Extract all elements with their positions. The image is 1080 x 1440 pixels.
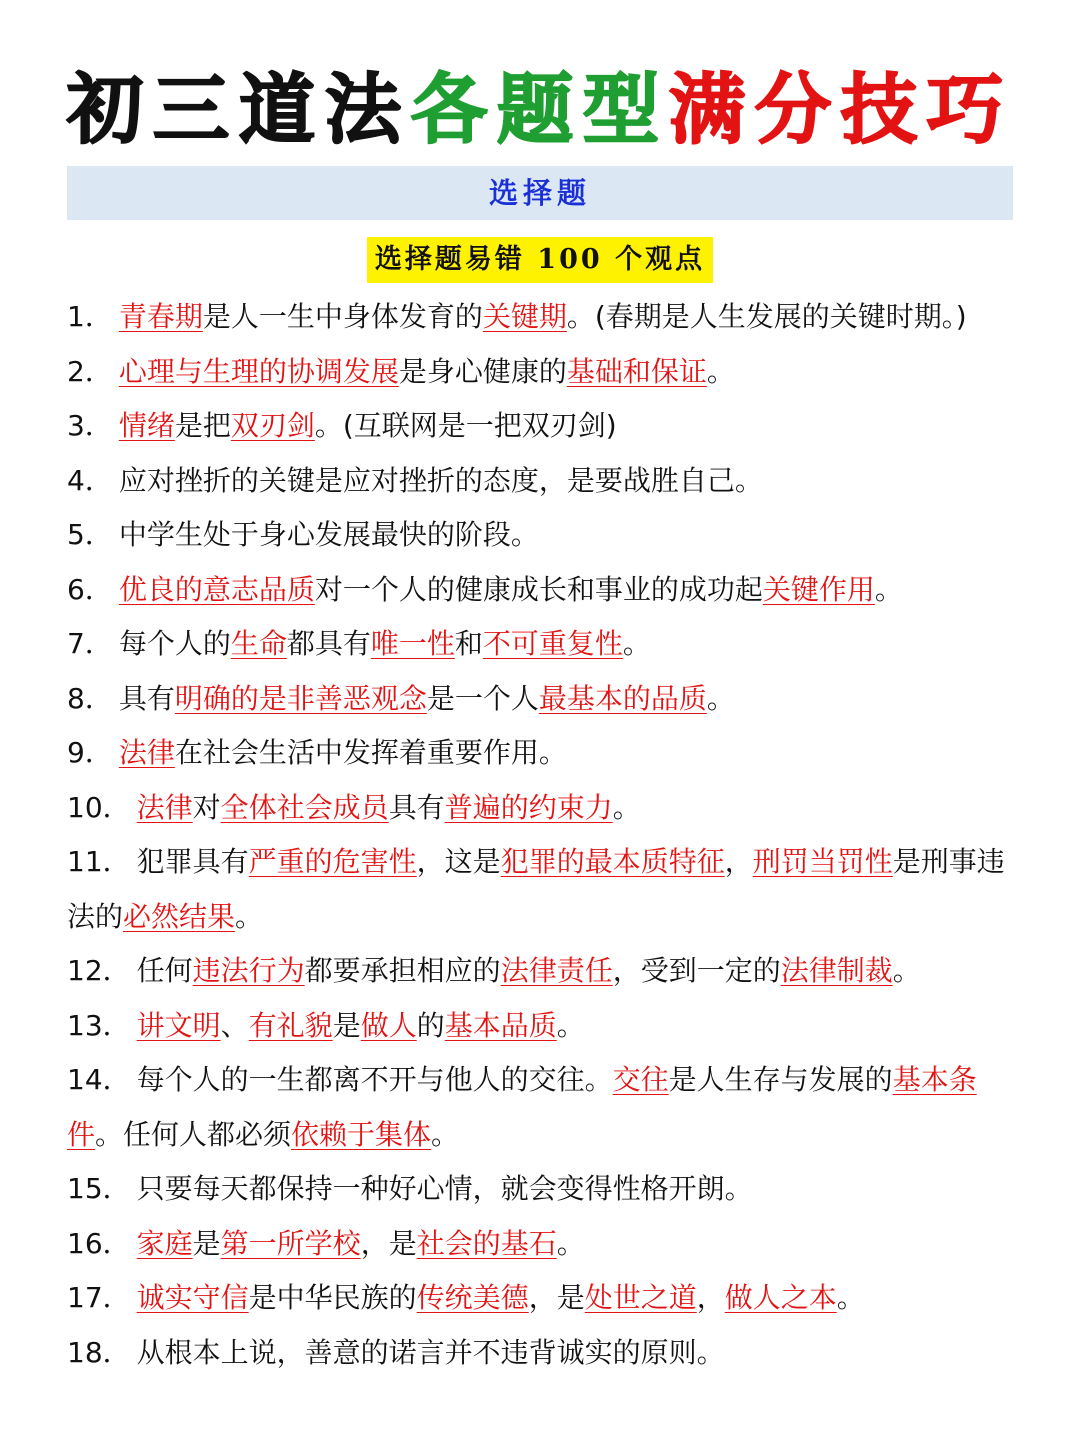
item-text: 是一个人: [426, 681, 539, 715]
item-text: 应对挫折的关键是应对挫折的态度，是要战胜自己。: [118, 463, 763, 497]
item-text: ，是: [360, 1226, 417, 1260]
key-term: 全体社会成员: [220, 790, 389, 824]
item-text: 。(春期是人生发展的关键时期。): [566, 300, 967, 333]
item-text: 都具有: [286, 627, 371, 660]
item-number: 14．: [67, 1063, 131, 1096]
title-part-red: 满分技巧: [669, 65, 1013, 154]
key-term: 讲文明: [136, 1008, 221, 1042]
list-item: [67, 399, 1027, 454]
item-number: 1．: [67, 300, 113, 333]
key-term: 基础和保证: [566, 354, 707, 388]
item-text: 。: [235, 899, 264, 933]
item-text: 中学生处于身心发展最快的阶段。: [118, 518, 539, 551]
item-text: 。: [556, 1226, 585, 1260]
item-text: 。任何人都必须: [95, 1117, 292, 1151]
point-list: [67, 290, 1027, 1380]
key-term: 依赖于集体: [291, 1117, 432, 1151]
item-text: ，是: [528, 1281, 585, 1314]
list-item: [67, 835, 1017, 944]
key-term: 生命: [230, 627, 287, 660]
item-text: 。: [612, 790, 641, 824]
key-term: 第一所学校: [220, 1226, 361, 1260]
key-term: 法律制裁: [780, 954, 893, 987]
item-text: 和: [454, 627, 483, 660]
item-text: 犯罪具有: [136, 845, 249, 878]
list-item: [67, 617, 1027, 672]
subheading-highlighted: 选择题易错 100 个观点: [367, 237, 713, 283]
key-term: 有礼貌: [248, 1008, 333, 1042]
item-text: 是: [332, 1008, 361, 1042]
list-item: [67, 781, 1027, 836]
list-item: [67, 345, 1027, 400]
key-term: 犯罪的最本质特征: [500, 845, 725, 878]
item-text: 具有: [118, 681, 175, 715]
item-text: 。: [622, 627, 651, 660]
list-item: [67, 508, 1027, 563]
item-text: 。: [874, 572, 903, 606]
item-text: 的: [416, 1008, 445, 1042]
item-number: 7．: [67, 627, 113, 660]
item-text: 。: [706, 354, 735, 388]
item-text: 。: [556, 1008, 585, 1042]
key-term: 家庭: [136, 1226, 193, 1260]
item-number: 5．: [67, 518, 113, 551]
item-text: 是身心健康的: [398, 354, 567, 388]
list-item: [67, 563, 1027, 618]
item-number: 12．: [67, 954, 131, 987]
item-number: 15．: [67, 1172, 131, 1205]
key-term: 基本条件: [67, 1063, 977, 1151]
key-term: 不可重复性: [482, 627, 623, 660]
key-term: 做人: [360, 1008, 417, 1042]
item-text: 是把: [174, 409, 231, 442]
list-item: [67, 1271, 1027, 1326]
item-number: 3．: [67, 409, 113, 442]
item-number: 6．: [67, 572, 113, 606]
item-text: 具有: [388, 790, 445, 824]
key-term: 双刃剑: [230, 409, 315, 442]
key-term: 情绪: [118, 409, 175, 442]
item-number: 11．: [67, 845, 131, 878]
item-text: 是中华民族的: [248, 1281, 417, 1314]
key-term: 做人之本: [724, 1281, 837, 1314]
item-text: 对: [192, 790, 221, 824]
key-term: 基本品质: [444, 1008, 557, 1042]
list-item: [67, 454, 1027, 509]
item-number: 9．: [67, 736, 113, 769]
key-term: 刑罚当罚性: [752, 845, 893, 878]
key-term: 青春期: [118, 300, 203, 333]
item-number: 18．: [67, 1335, 131, 1369]
item-text: 每个人的一生都离不开与他人的交往。: [136, 1063, 613, 1096]
key-term: 违法行为: [192, 954, 305, 987]
page-title: [0, 62, 1080, 158]
title-part-black: 初三道法: [67, 65, 411, 154]
item-number: 2．: [67, 354, 113, 388]
list-item: [67, 1162, 1027, 1217]
subheading-row: [0, 237, 1080, 283]
list-item: [67, 672, 1027, 727]
key-term: 法律: [136, 790, 193, 824]
item-text: 任何: [136, 954, 193, 987]
item-text: 从根本上说，善意的诺言并不违背诚实的原则。: [136, 1335, 725, 1369]
item-text: ，受到一定的: [612, 954, 781, 987]
item-text: 。: [431, 1117, 460, 1151]
item-text: ，: [696, 1281, 725, 1314]
item-text: 只要每天都保持一种好心情，就会变得性格开朗。: [136, 1172, 753, 1205]
item-text: 每个人的: [118, 627, 231, 660]
list-item: [67, 1053, 1017, 1162]
item-text: 都要承担相应的: [304, 954, 501, 987]
item-number: 13．: [67, 1008, 131, 1042]
key-term: 关键作用: [762, 572, 875, 606]
item-text: 是人一生中身体发育的: [202, 300, 483, 333]
list-item: [67, 944, 1027, 999]
list-item: [67, 999, 1027, 1054]
item-number: 8．: [67, 681, 113, 715]
key-term: 关键期: [482, 300, 567, 333]
key-term: 诚实守信: [136, 1281, 249, 1314]
item-text: 、: [220, 1008, 249, 1042]
key-term: 唯一性: [370, 627, 455, 660]
section-header-label: 选择题: [488, 176, 591, 210]
key-term: 传统美德: [416, 1281, 529, 1314]
key-term: 法律责任: [500, 954, 613, 987]
item-number: 10．: [67, 790, 131, 824]
item-text: 是: [192, 1226, 221, 1260]
key-term: 优良的意志品质: [118, 572, 315, 606]
key-term: 处世之道: [584, 1281, 697, 1314]
item-text: 。(互联网是一把双刃剑): [314, 409, 617, 442]
item-text: ，这是: [416, 845, 501, 878]
key-term: 社会的基石: [416, 1226, 557, 1260]
item-text: ，: [724, 845, 753, 878]
key-term: 严重的危害性: [248, 845, 417, 878]
list-item: [67, 1326, 1027, 1381]
key-term: 普遍的约束力: [444, 790, 613, 824]
item-text: 是人生存与发展的: [668, 1063, 893, 1096]
title-part-green: 各题型: [411, 65, 669, 154]
item-text: 。: [706, 681, 735, 715]
item-number: 17．: [67, 1281, 131, 1314]
key-term: 明确的是非善恶观念: [174, 681, 427, 715]
item-text: 在社会生活中发挥着重要作用。: [174, 736, 567, 769]
list-item: [67, 1217, 1027, 1272]
key-term: 最基本的品质: [538, 681, 707, 715]
item-text: 。: [836, 1281, 865, 1314]
item-text: 对一个人的健康成长和事业的成功起: [314, 572, 763, 606]
item-text: 是刑事违法的: [67, 845, 1005, 933]
list-item: [67, 726, 1027, 781]
item-number: 4．: [67, 463, 113, 497]
key-term: 交往: [612, 1063, 669, 1096]
key-term: 必然结果: [123, 899, 236, 933]
item-text: 。: [892, 954, 921, 987]
key-term: 心理与生理的协调发展: [118, 354, 399, 388]
item-number: 16．: [67, 1226, 131, 1260]
key-term: 法律: [118, 736, 175, 769]
list-item: [67, 290, 1027, 345]
section-header-bar: [67, 166, 1013, 220]
